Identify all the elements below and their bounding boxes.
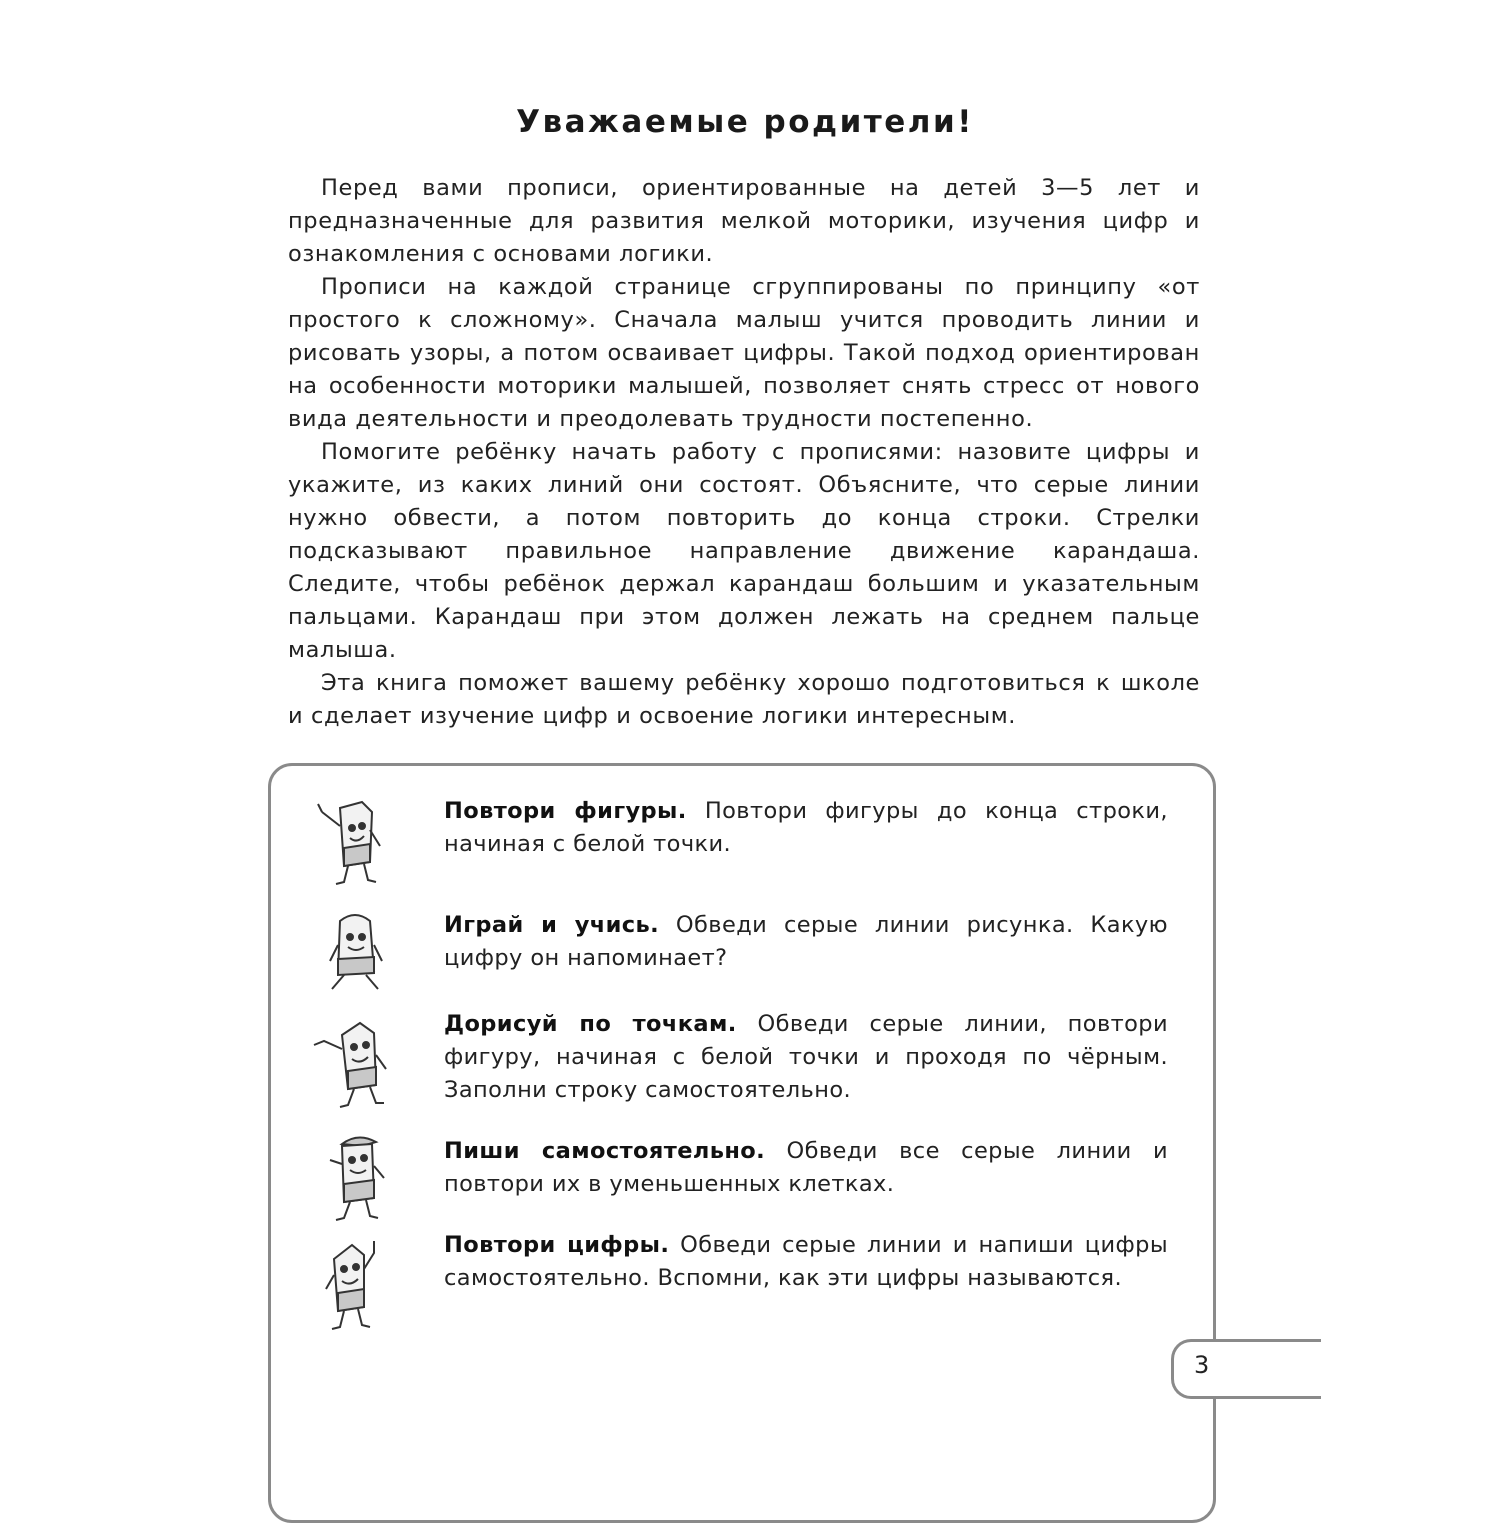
page-number: 3 [1194,1351,1210,1379]
pencil-mascot-finger-up-icon [300,1235,410,1335]
intro-paragraph: Перед вами прописи, ориентированные на детей 3—5 лет и предназначенные для развития мелкой моторики, изучения цифр и ознакомления с основами логики. [288,175,1200,267]
instruction-heading: Играй и учись. [444,912,660,938]
instruction-heading: Пиши самостоятельно. [444,1138,766,1164]
pencil-mascot-waving-icon [300,790,410,890]
instruction-text: Обведи все серые линии и повтори их в уменьшенных клетках. [444,1138,1168,1197]
instruction-text: Обведи серые линии и напиши цифры самостоятельно. Вспомни, как эти цифры называются. [444,1232,1168,1291]
instruction-heading: Повтори цифры. [444,1232,670,1258]
instruction-text: Обведи серые линии, повтори фигуру, начиная с белой точки и проходя по чёрным. Заполни строку самостоятельно. [444,1011,1168,1103]
intro-text [288,172,1200,733]
instruction-item [444,1135,1168,1201]
instruction-item [444,909,1168,975]
pencil-mascot-pointing-icon [300,1015,410,1115]
pencil-mascot-cap-icon [300,1130,410,1230]
instruction-text: Повтори фигуры до конца строки, начиная с белой точки. [444,798,1168,857]
instruction-item [444,1229,1168,1295]
intro-paragraph: Эта книга поможет вашему ребёнку хорошо подготовиться к школе и сделает изучение цифр и освоение логики интересным. [288,670,1200,729]
instruction-heading: Повтори фигуры. [444,798,687,824]
page-title: Уважаемые родители! [516,104,974,140]
instruction-item [444,1008,1168,1107]
intro-paragraph: Помогите ребёнку начать работу с прописями: назовите цифры и укажите, из каких линий они состоят. Объясните, что серые линии нужно обвести, а потом повторить до конца строки. Стрелки подсказывают правильное направление движение карандаша. Следите, чтобы ребёнок держал карандаш большим и указательным пальцами. Карандаш при этом должен лежать на среднем пальце малыша. [288,439,1200,663]
pencil-mascot-sitting-icon [300,905,410,1005]
instruction-text: Обведи серые линии рисунка. Какую цифру он напоминает? [444,912,1168,971]
instruction-heading: Дорисуй по точкам. [444,1011,737,1037]
page-number-tab [1171,1339,1321,1399]
instruction-item [444,795,1168,861]
intro-paragraph: Прописи на каждой странице сгруппированы по принципу «от простого к сложному». Сначала малыш учится проводить линии и рисовать узоры, а потом осваивает цифры. Такой подход ориентирован на особенности моторики малышей, позволяет снять стресс от нового вида деятельности и преодолевать трудности постепенно. [288,274,1200,432]
